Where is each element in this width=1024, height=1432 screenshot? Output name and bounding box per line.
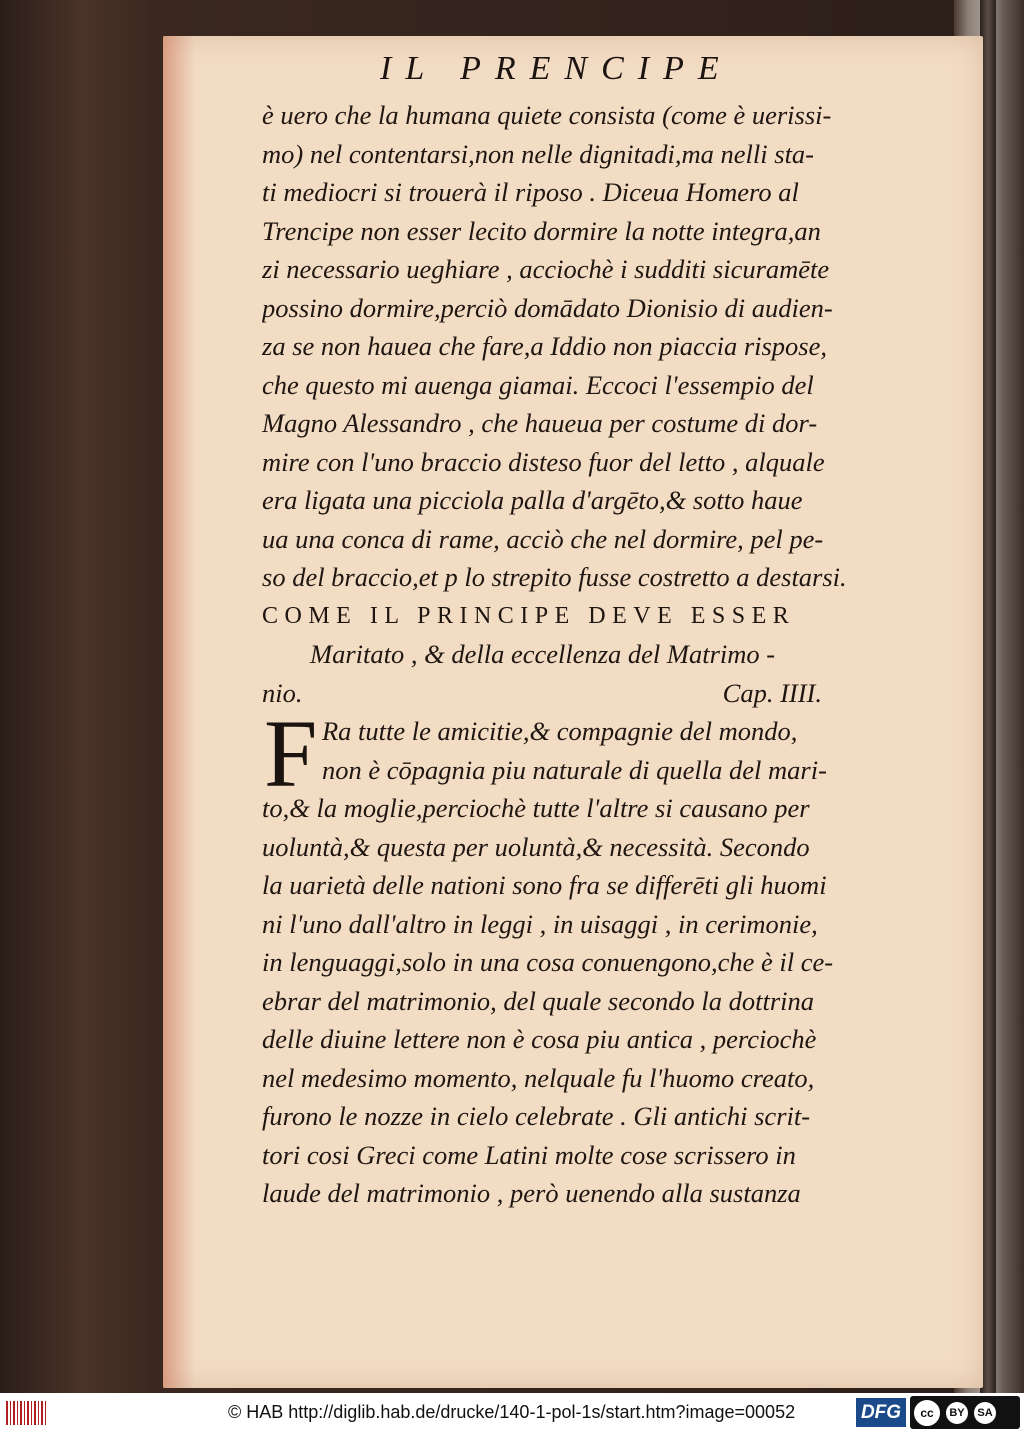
chapter-heading: COME IL PRINCIPE DEVE ESSER xyxy=(262,602,796,629)
text-line: possino dormire,perciò domādato Dionisio di audien- xyxy=(262,292,833,323)
text-line: Ra tutte le amicitie,& compagnie del mondo, xyxy=(322,716,798,746)
chapter-label-line xyxy=(262,674,822,713)
sa-icon: SA xyxy=(974,1402,996,1424)
text-line: uoluntà,& questa per uoluntà,& necessità. Secondo xyxy=(262,831,810,862)
dfg-logo: DFG xyxy=(856,1398,906,1427)
chapter-number: Cap. IIII. xyxy=(722,677,822,708)
text-line: furono le nozze in cielo celebrate . Gli antichi scrit- xyxy=(262,1101,811,1131)
drop-cap-lines xyxy=(262,700,942,807)
text-line: to,& la moglie,perciochè tutte l'altre si causano per xyxy=(262,793,810,823)
text-line: ebrar del matrimonio, del quale secondo la dottrina xyxy=(262,985,815,1016)
text-line: non è cōpagnia piu naturale di quella del mari- xyxy=(322,754,827,785)
paragraph-chapter-body xyxy=(262,789,942,1213)
text-line: mire con l'uno braccio disteso fuor del letto , alquale xyxy=(262,446,825,477)
text-line: nel medesimo momento, nelquale fu l'huomo creato, xyxy=(262,1062,815,1093)
text-line: in lenguaggi,solo in una cosa conuengono,che è il ce- xyxy=(262,947,834,977)
page-text xyxy=(262,96,942,1213)
chapter-opening xyxy=(262,700,942,807)
text-line: mo) nel contentarsi,non nelle dignitadi,ma nelli sta- xyxy=(262,138,815,169)
text-line: che questo mi auenga giamai. Eccoci l'essempio del xyxy=(262,369,814,400)
footer-bar xyxy=(0,1393,1024,1432)
cc-icon: cc xyxy=(914,1400,940,1426)
chapter-subheading: Maritato , & della eccellenza del Matrimo - xyxy=(310,639,776,669)
drop-cap: F xyxy=(264,700,318,807)
cc-license-badge[interactable] xyxy=(910,1396,1020,1429)
paragraph-before-chapter xyxy=(262,96,942,597)
text-line: ni l'uno dall'altro in leggi , in uisaggi , in cerimonie, xyxy=(262,908,818,939)
text-line: ua una conca di rame, acciò che nel dormire, pel pe- xyxy=(262,523,824,554)
text-line: za se non hauea che fare,a Iddio non piaccia rispose, xyxy=(262,331,828,361)
by-icon: BY xyxy=(946,1402,968,1424)
text-line: delle diuine lettere non è cosa piu antica , perciochè xyxy=(262,1024,817,1054)
text-line: era ligata una picciola palla d'argēto,& sotto haue xyxy=(262,485,803,515)
library-barcode-icon xyxy=(6,1401,46,1425)
text-line: Magno Alessandro , che haueua per costume di dor- xyxy=(262,408,818,438)
chapter-last-word: nio. xyxy=(262,677,303,708)
text-line: tori cosi Greci come Latini molte cose scrissero in xyxy=(262,1139,796,1170)
text-line: è uero che la humana quiete consista (come è uerissi- xyxy=(262,100,832,130)
text-line: Trencipe non esser lecito dormire la notte integra,an xyxy=(262,215,821,246)
text-line: la uarietà delle nationi sono fra se differēti gli huomi xyxy=(262,870,827,900)
text-line: ti mediocri si trouerà il riposo . Diceua Homero al xyxy=(262,177,799,207)
text-line: zi necessario ueghiare , acciochè i sudditi sicuramēte xyxy=(262,254,830,284)
footer-credit-link[interactable]: © HAB http://diglib.hab.de/drucke/140-1-pol-1s/start.htm?image=00052 xyxy=(228,1402,796,1422)
page-edge-stain xyxy=(163,36,195,1388)
text-line: laude del matrimonio , però uenendo alla sustanza xyxy=(262,1178,801,1208)
running-head: IL PRENCIPE xyxy=(380,50,733,87)
text-line: so del braccio,et p lo strepito fusse costretto a destarsi. xyxy=(262,562,847,592)
